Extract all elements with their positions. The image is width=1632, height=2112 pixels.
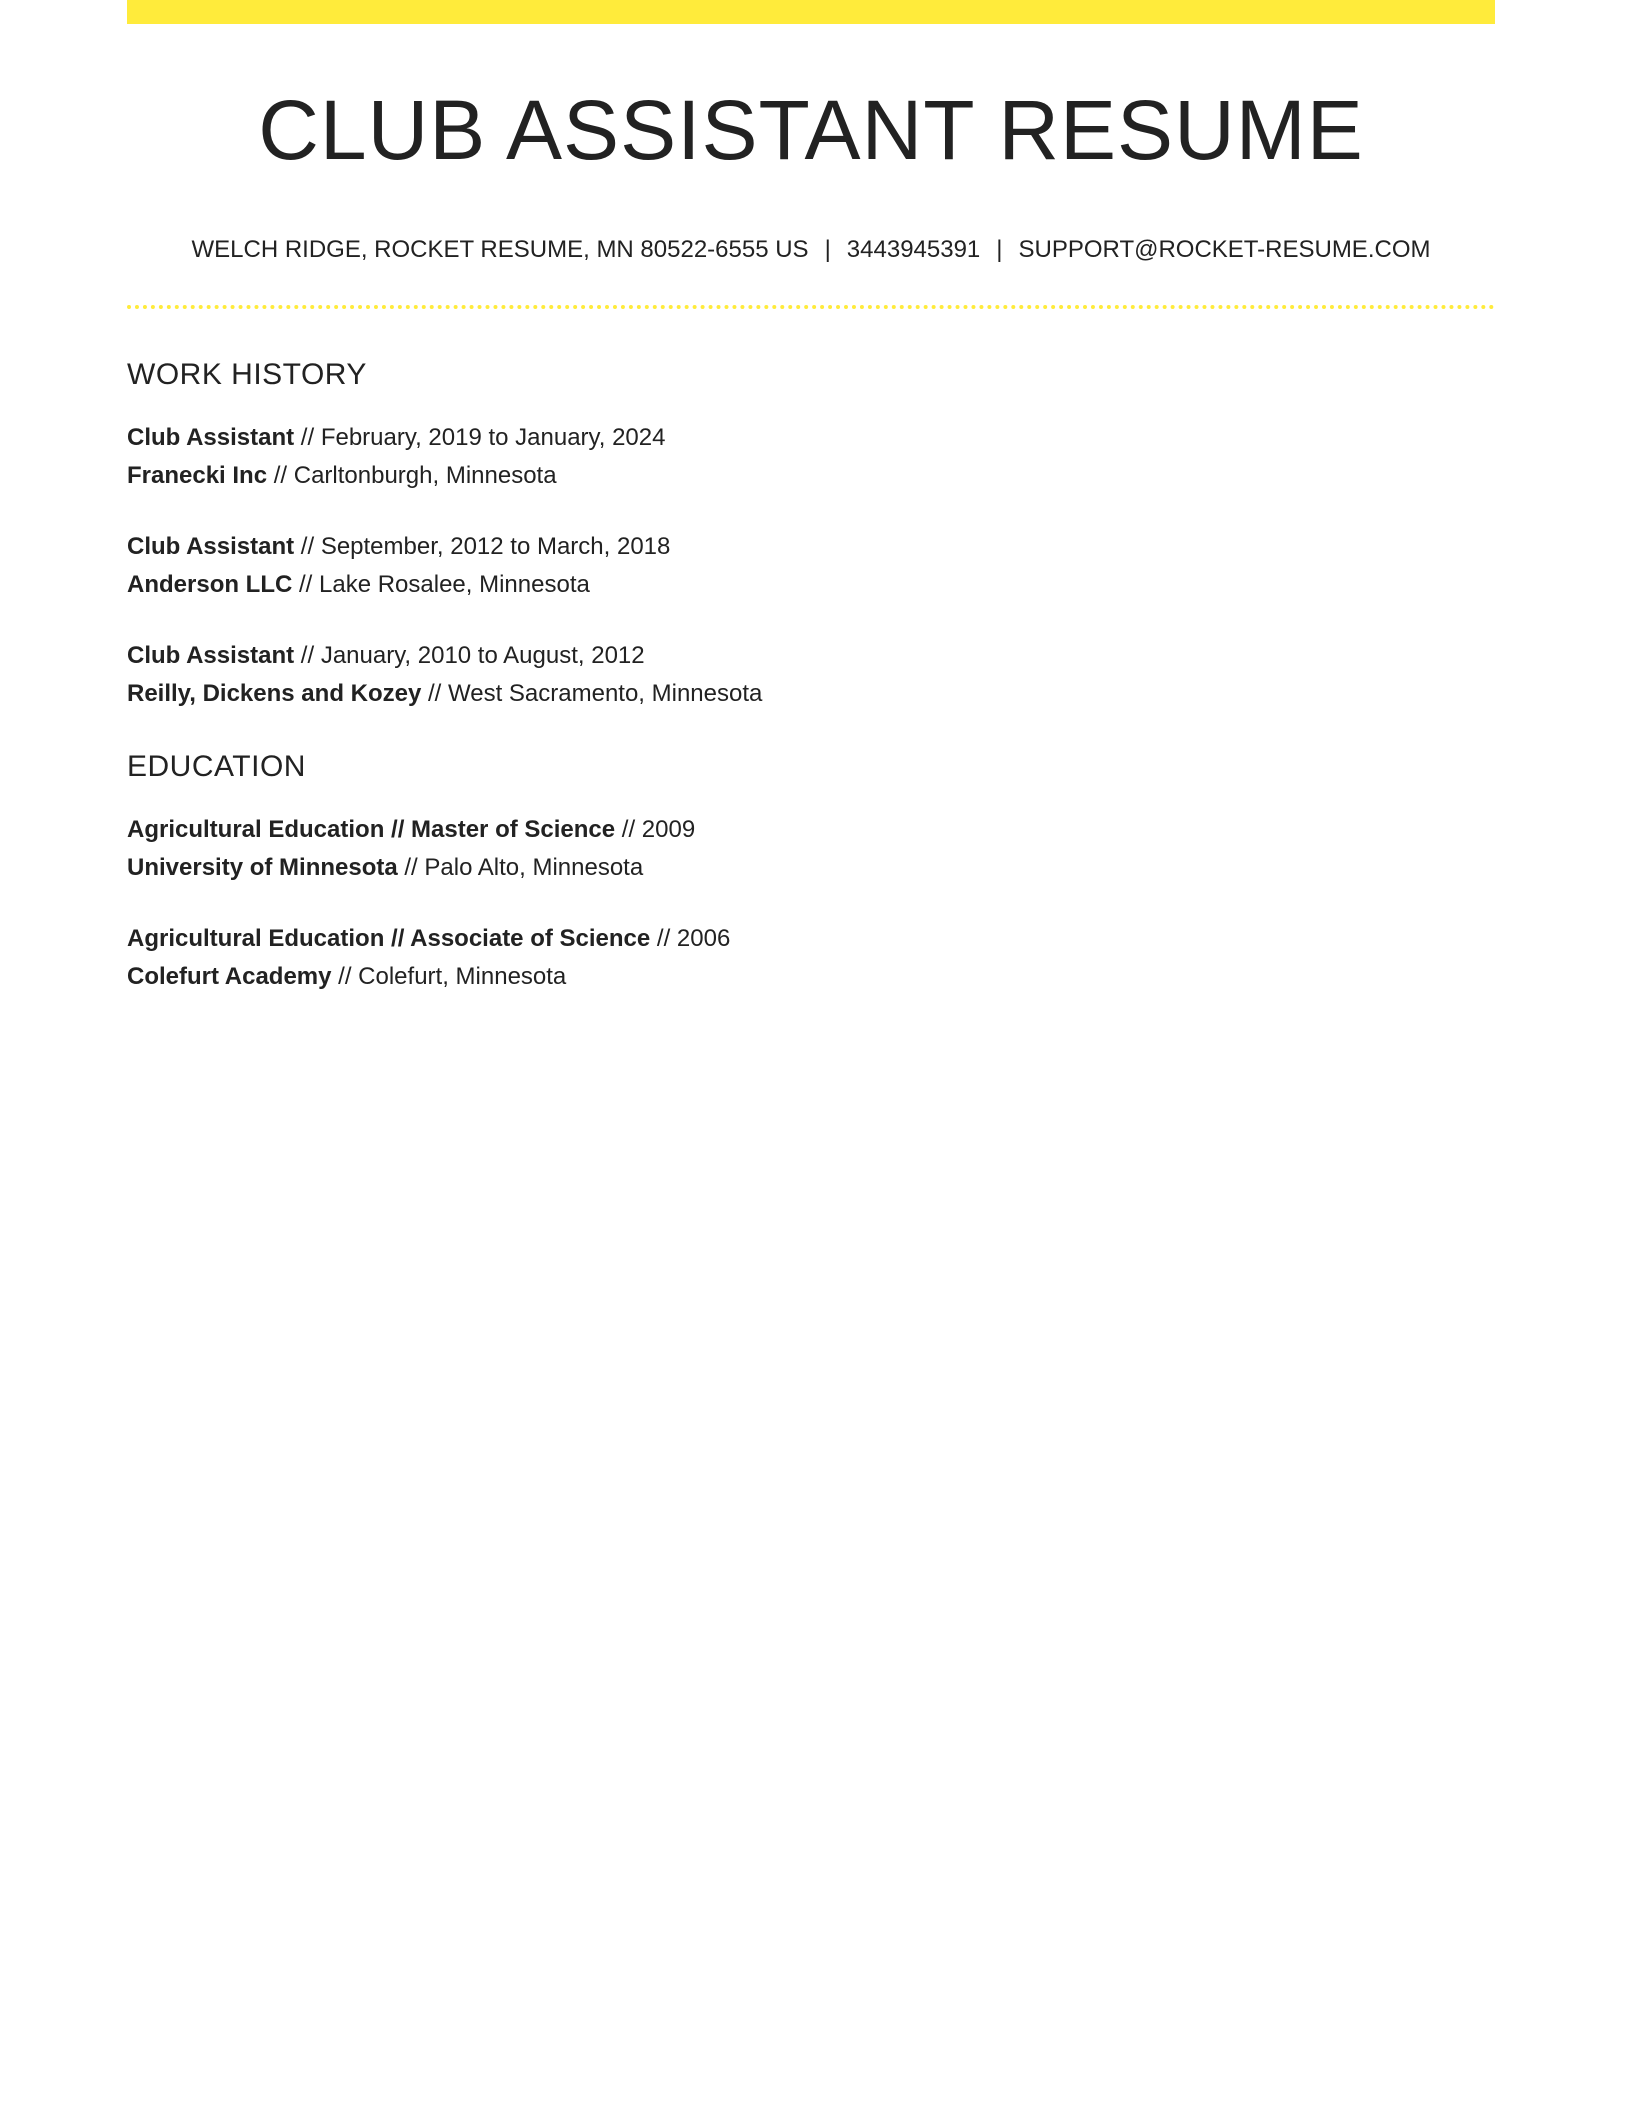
job-title-line [127, 419, 1495, 457]
job-company-line [127, 457, 1495, 495]
accent-top-bar [127, 0, 1495, 24]
degree-line [127, 920, 1495, 958]
job-dates: // September, 2012 to March, 2018 [294, 533, 671, 561]
school-line [127, 958, 1495, 996]
job-entry [127, 528, 1495, 604]
education-heading: EDUCATION [127, 750, 306, 784]
job-title-line [127, 528, 1495, 566]
job-entry [127, 419, 1495, 495]
contact-phone: 3443945391 [846, 236, 981, 264]
contact-email: SUPPORT@ROCKET-RESUME.COM [1018, 236, 1431, 264]
job-location: // West Sacramento, Minnesota [421, 680, 763, 708]
education-entry [127, 920, 1495, 996]
dotted-divider [127, 305, 1495, 309]
school-location: // Colefurt, Minnesota [331, 963, 567, 991]
degree-name: Agricultural Education // Associate of Science [127, 925, 651, 953]
job-location: // Lake Rosalee, Minnesota [292, 571, 590, 599]
school-location: // Palo Alto, Minnesota [397, 854, 644, 882]
contact-separator: | [996, 236, 1003, 264]
job-dates: // February, 2019 to January, 2024 [294, 424, 666, 452]
job-dates: // January, 2010 to August, 2012 [294, 642, 645, 670]
education-entry [127, 811, 1495, 887]
degree-year: // 2006 [650, 925, 731, 953]
job-role: Club Assistant [127, 424, 295, 452]
job-title-line [127, 637, 1495, 675]
contact-address: WELCH RIDGE, ROCKET RESUME, MN 80522-6555 US [191, 236, 809, 264]
work-history-heading: WORK HISTORY [127, 358, 367, 392]
job-company-line [127, 566, 1495, 604]
resume-title: CLUB ASSISTANT RESUME [258, 83, 1364, 177]
contact-line [127, 236, 1495, 265]
job-location: // Carltonburgh, Minnesota [267, 462, 557, 490]
degree-year: // 2009 [615, 816, 696, 844]
degree-line [127, 811, 1495, 849]
job-company-line [127, 675, 1495, 713]
school-name: University of Minnesota [127, 854, 398, 882]
contact-separator: | [824, 236, 831, 264]
job-role: Club Assistant [127, 533, 295, 561]
job-company: Anderson LLC [127, 571, 293, 599]
job-company: Franecki Inc [127, 462, 268, 490]
job-entry [127, 637, 1495, 713]
school-name: Colefurt Academy [127, 963, 332, 991]
resume-page [127, 0, 1495, 996]
degree-name: Agricultural Education // Master of Science [127, 816, 616, 844]
job-company: Reilly, Dickens and Kozey [127, 680, 422, 708]
school-line [127, 849, 1495, 887]
job-role: Club Assistant [127, 642, 295, 670]
